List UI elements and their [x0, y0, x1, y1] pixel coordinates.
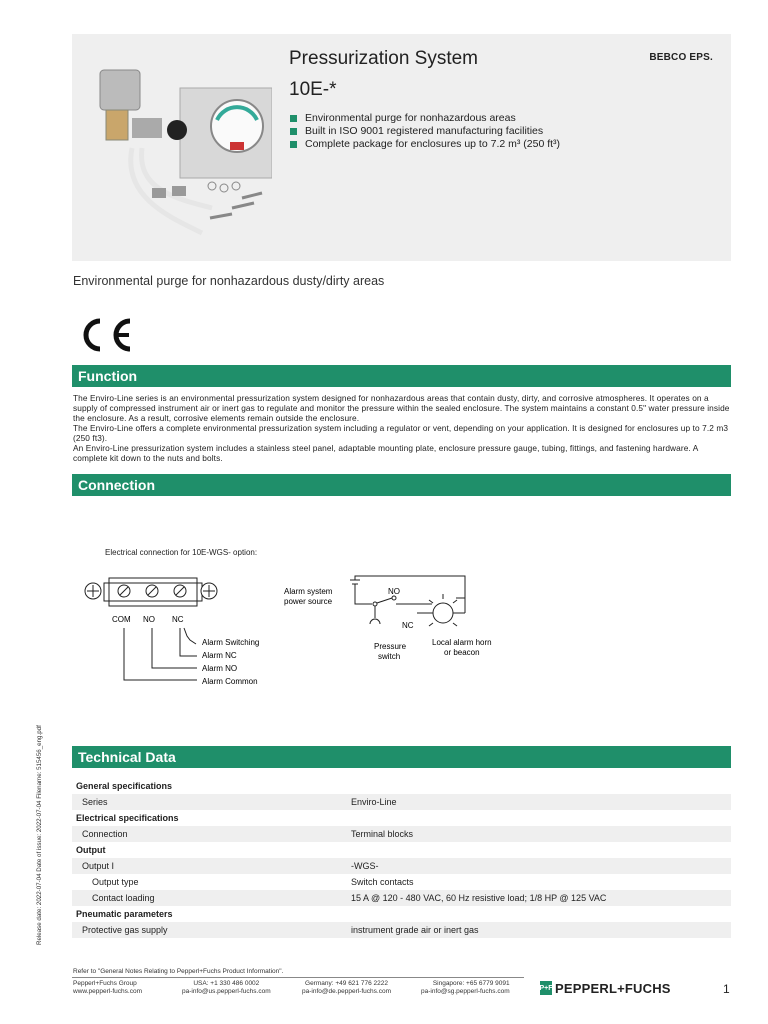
footer-contact: Pepperl+Fuchs Group www.pepperl-fuchs.com: [73, 980, 142, 995]
footer-contact: Germany: +49 621 776 2222 pa-info@de.pepperl-fuchs.com: [302, 980, 391, 995]
footer-link[interactable]: pa-info@de.pepperl-fuchs.com: [302, 988, 391, 995]
connection-diagram: [72, 540, 532, 700]
wire-label: Alarm NC: [202, 651, 237, 660]
horn-label: or beacon: [444, 648, 480, 657]
wire-label: Alarm NO: [202, 664, 238, 673]
footer-note: Refer to "General Notes Relating to Pepperl+Fuchs Product Information".: [73, 968, 284, 975]
release-info: Release date: 2022-07-04 Date of issue: 2022-07-04 Filename: 515456_eng.pdf: [36, 725, 43, 945]
ce-mark-icon: [72, 316, 134, 354]
technical-data-heading: Technical Data: [72, 746, 731, 768]
table-row: Output I -WGS-: [72, 858, 731, 874]
model-number: 10E-*: [289, 79, 337, 100]
wire-label: Alarm Switching: [202, 638, 260, 647]
pressure-switch-label: Pressure: [374, 642, 407, 651]
table-category-row: Output: [76, 845, 106, 855]
table-row: Output type Switch contacts: [92, 877, 414, 887]
function-heading: Function: [72, 365, 731, 387]
function-paragraph: The Enviro-Line offers a complete environmental pressurization system including a regulator or vent, depending on your application. It is designed for enclosures up to 7.2 m3 (250 ft3).: [73, 423, 729, 443]
table-category-row: Pneumatic parameters: [76, 909, 173, 919]
diagram-caption: Electrical connection for 10E-WGS- option:: [105, 548, 258, 557]
logo-icon: P+F: [540, 981, 552, 995]
switch-no-label: NO: [388, 587, 400, 596]
alarm-source-label: power source: [284, 597, 333, 606]
connection-heading: Connection: [72, 474, 731, 496]
horn-icon: [433, 603, 453, 623]
table-row: Connection Terminal blocks: [72, 826, 731, 842]
product-header: [72, 34, 731, 261]
terminal-label: COM: [112, 615, 131, 624]
page-title: Pressurization System: [289, 48, 479, 69]
table-category-row: Electrical specifications: [76, 813, 179, 823]
footer-link[interactable]: pa-info@sg.pepperl-fuchs.com: [421, 988, 510, 995]
function-paragraph: An Enviro-Line pressurization system includes a stainless steel panel, adaptable mounting plate, enclosure pressure gauge, tubing, fittings, and fastening hardware. A complete kit down to the nuts and bolts.: [73, 443, 698, 463]
bullet-icon: [290, 141, 297, 148]
terminal-label: NO: [143, 615, 155, 624]
brand-logo: BEBCO EPS.: [649, 52, 713, 63]
product-subtitle: Environmental purge for nonhazardous dusty/dirty areas: [73, 274, 385, 288]
feature-list: [290, 112, 560, 151]
footer-link[interactable]: www.pepperl-fuchs.com: [73, 988, 142, 995]
feature-item: Complete package for enclosures up to 7.2 m³ (250 ft³): [290, 138, 560, 151]
terminal-label: NC: [172, 615, 184, 624]
alarm-source-label: Alarm system: [284, 587, 333, 596]
bullet-icon: [290, 115, 297, 122]
feature-item: Environmental purge for nonhazardous areas: [290, 112, 560, 125]
wire-label: Alarm Common: [202, 677, 258, 686]
table-row: Series Enviro-Line: [72, 794, 731, 810]
footer-divider: [72, 977, 524, 978]
bullet-icon: [290, 128, 297, 135]
product-photo: [92, 48, 272, 248]
function-paragraph: The Enviro-Line series is an environmental pressurization system designed for nonhazardous areas that contain dusty, dirty, and corrosive atmospheres. It operates on a supply of compressed instrument air or inert gas to regulate and monitor the pressure within the sealed enclosure. The system maintains a constant 0.5" water pressure inside the enclosure. As a result, corrosive elements remain outside the enclosure.: [73, 393, 730, 423]
page-number: 1: [723, 982, 730, 996]
company-logo: P+F PEPPERL+FUCHS: [539, 980, 671, 996]
footer-contact: USA: +1 330 486 0002 pa-info@us.pepperl-fuchs.com: [182, 980, 271, 995]
switch-nc-label: NC: [402, 621, 414, 630]
technical-data-table: [72, 778, 731, 938]
table-row: Protective gas supply instrument grade air or inert gas: [72, 922, 731, 938]
feature-item: Built in ISO 9001 registered manufacturing facilities: [290, 125, 560, 138]
horn-label: Local alarm horn: [432, 638, 492, 647]
function-text: [73, 393, 731, 463]
table-row: Contact loading 15 A @ 120 - 480 VAC, 60 Hz resistive load; 1/8 HP @ 125 VAC: [72, 890, 731, 906]
table-category-row: General specifications: [76, 781, 173, 791]
footer-link[interactable]: pa-info@us.pepperl-fuchs.com: [182, 988, 271, 995]
pressure-switch-label: switch: [378, 652, 401, 661]
footer-contact: Singapore: +65 6779 9091 pa-info@sg.pepperl-fuchs.com: [421, 980, 510, 995]
